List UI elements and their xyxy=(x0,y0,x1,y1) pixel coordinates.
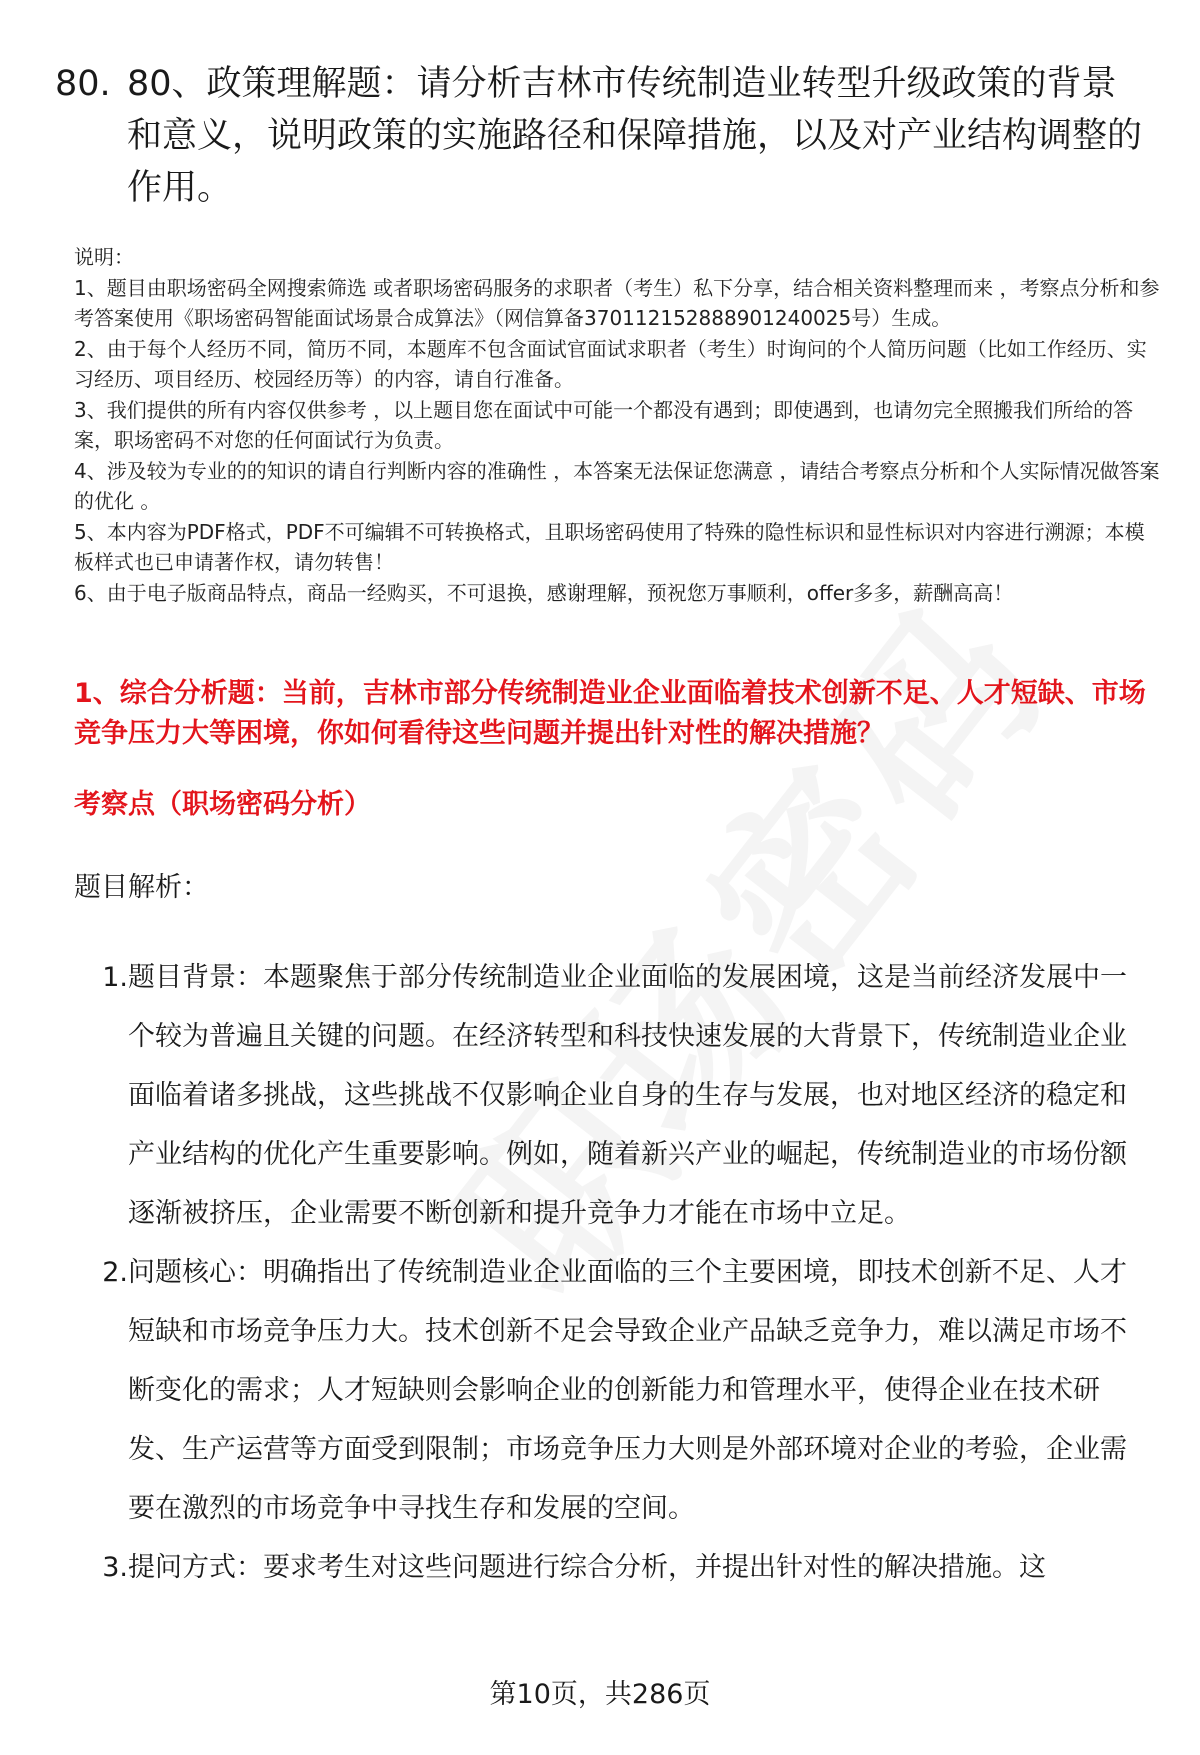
analysis-label: 题目解析： xyxy=(74,872,209,903)
list-item-number: 2. xyxy=(102,1257,128,1288)
list-item-number: 3. xyxy=(102,1552,128,1583)
examination-point-heading: 考察点（职场密码分析） xyxy=(74,789,371,820)
notes-section xyxy=(74,242,1164,608)
note-item: 4、涉及较为专业的的知识的请自行判断内容的准确性 ，本答案无法保证您满意 ，请结合考察点分析和个人实际情况做答案的优化 。 xyxy=(74,458,1160,513)
list-item-number: 1. xyxy=(102,962,128,993)
note-item: 1、题目由职场密码全网搜索筛选 或者职场密码服务的求职者（考生）私下分享，结合相关资料整理而来 ，考察点分析和参考答案使用《职场密码智能面试场景合成算法》（网信算备370112152888901240025号）生成。 xyxy=(74,275,1160,330)
list-item xyxy=(74,1243,1154,1538)
list-item xyxy=(74,1538,1154,1597)
note-item: 3、我们提供的所有内容仅供参考 ，以上题目您在面试中可能一个都没有遇到；即使遇到，也请勿完全照搬我们所给的答案，职场密码不对您的任何面试行为负责。 xyxy=(74,397,1134,452)
note-item: 5、本内容为PDF格式，PDF不可编辑不可转换格式，且职场密码使用了特殊的隐性标识和显性标识对内容进行溯源；本模板样式也已申请著作权，请勿转售！ xyxy=(74,519,1145,574)
sub-question: 1、综合分析题：当前，吉林市部分传统制造业企业面临着技术创新不足、人才短缺、市场竞争压力大等困境，你如何看待这些问题并提出针对性的解决措施？ xyxy=(74,678,1146,749)
notes-heading: 说明： xyxy=(74,245,134,269)
question-title: 80、政策理解题：请分析吉林市传统制造业转型升级政策的背景和意义，说明政策的实施路径和保障措施，以及对产业结构调整的作用。 xyxy=(127,64,1143,208)
list-item xyxy=(74,948,1154,1243)
question-header xyxy=(55,58,1155,214)
note-item: 6、由于电子版商品特点，商品一经购买，不可退换，感谢理解，预祝您万事顺利，offer多多，薪酬高高！ xyxy=(74,580,1014,605)
analysis-list xyxy=(74,948,1154,1597)
question-number: 80. xyxy=(55,64,111,104)
list-item-text: 问题核心：明确指出了传统制造业企业面临的三个主要困境，即技术创新不足、人才短缺和市场竞争压力大。技术创新不足会导致企业产品缺乏竞争力，难以满足市场不断变化的需求；人才短缺则会影响企业的创新能力和管理水平，使得企业在技术研发、生产运营等方面受到限制；市场竞争压力大则是外部环境对企业的考验，企业需要在激烈的市场竞争中寻找生存和发展的空间。 xyxy=(128,1257,1127,1524)
list-item-text: 题目背景：本题聚焦于部分传统制造业企业面临的发展困境，这是当前经济发展中一个较为普遍且关键的问题。在经济转型和科技快速发展的大背景下，传统制造业企业面临着诸多挑战，这些挑战不仅影响企业自身的生存与发展，也对地区经济的稳定和产业结构的优化产生重要影响。例如，随着新兴产业的崛起，传统制造业的市场份额逐渐被挤压，企业需要不断创新和提升竞争力才能在市场中立足。 xyxy=(128,962,1127,1229)
note-item: 2、由于每个人经历不同，简历不同，本题库不包含面试官面试求职者（考生）时询问的个人简历问题（比如工作经历、实习经历、项目经历、校园经历等）的内容，请自行准备。 xyxy=(74,336,1147,391)
page-footer: 第10页，共286页 xyxy=(489,1679,711,1710)
list-item-text: 提问方式：要求考生对这些问题进行综合分析，并提出针对性的解决措施。这 xyxy=(128,1552,1046,1583)
